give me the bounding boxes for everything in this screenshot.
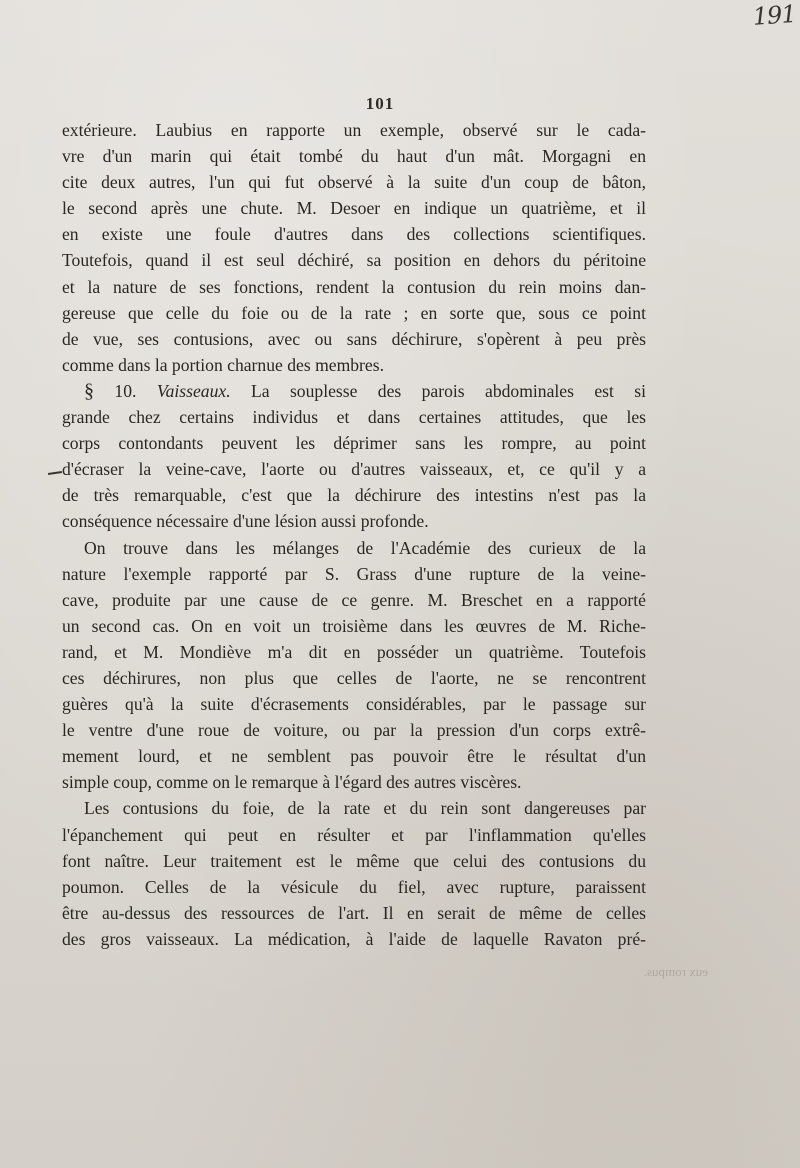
text-line: le second après une chute. M. Desoer en indique un quatrième, et il <box>62 198 646 219</box>
text-line: cave, produite par une cause de ce genre. M. Breschet en a rapporté <box>62 589 646 610</box>
text-line: ces déchirures, non plus que celles de l'aorte, ne se rencontrent <box>62 667 646 688</box>
text-line: simple coup, comme on le remarque à l'égard des autres viscères. <box>62 772 522 793</box>
section-sign: § <box>84 379 94 402</box>
handwritten-folio-number: 191 <box>751 0 797 31</box>
text-line: Les contusions du foie, de la rate et du rein sont dangereuses par <box>84 798 646 819</box>
page-number: 101 <box>365 94 395 113</box>
text-line: en existe une foule d'autres dans des collections scientifiques. <box>62 224 646 245</box>
text-line: font naître. Leur traitement est le même que celui des contusions du <box>62 850 646 871</box>
section-text: La souplesse des parois abdominales est si <box>251 380 646 401</box>
text-line: corps contondants peuvent les déprimer sans les rompre, au point <box>62 433 646 454</box>
text-line: de très remarquable, c'est que la déchirure des intestins n'est pas la <box>62 485 646 506</box>
text-line: nature l'exemple rapporté par S. Grass d'une rupture de la veine- <box>62 563 646 584</box>
text-line: des gros vaisseaux. La médication, à l'aide de laquelle Ravaton pré- <box>62 928 646 949</box>
text-line: un second cas. On en voit un troisième dans les œuvres de M. Riche- <box>62 615 646 636</box>
text-line: mement lourd, et ne semblent pas pouvoir être le résultat d'un <box>62 746 646 767</box>
text-line: extérieure. Laubius en rapporte un exemple, observé sur le cada- <box>62 120 646 140</box>
text-line: poumon. Celles de la vésicule du fiel, avec rupture, paraissent <box>62 876 646 897</box>
text-line: Toutefois, quand il est seul déchiré, sa position en dehors du péritoine <box>62 250 646 271</box>
margin-pen-mark <box>48 471 62 475</box>
text-line: grande chez certains individus et dans certaines attitudes, que les <box>62 407 646 428</box>
text-line: cite deux autres, l'un qui fut observé à la suite d'un coup de bâton, <box>62 172 646 193</box>
text-line: l'épanchement qui peut en résulter et par l'inflammation qu'elles <box>62 824 646 845</box>
text-line: vre d'un marin qui était tombé du haut d'un mât. Morgagni en <box>62 146 646 167</box>
section-title: Vaisseaux. <box>156 380 231 401</box>
text-line: On trouve dans les mélanges de l'Académie des curieux de la <box>84 537 646 558</box>
text-line: comme dans la portion charnue des membres. <box>62 354 384 375</box>
bleed-through-text: eux rompus. <box>643 964 708 979</box>
text-line: et la nature de ses fonctions, rendent la contusion du rein moins dan- <box>62 276 646 297</box>
text-line: de vue, ses contusions, avec ou sans déchirure, s'opèrent à peu près <box>62 328 646 349</box>
text-line: gereuse que celle du foie ou de la rate ; en sorte que, sous ce point <box>62 302 646 323</box>
section-heading-line <box>62 378 646 404</box>
section-number: 10. <box>114 380 137 401</box>
body-text <box>62 117 646 952</box>
text-line: le ventre d'une roue de voiture, ou par la pression d'un corps extrê- <box>62 720 646 741</box>
text-line: d'écraser la veine-cave, l'aorte ou d'autres vaisseaux, et, ce qu'il y a <box>62 459 646 480</box>
text-line: conséquence nécessaire d'une lésion aussi profonde. <box>62 511 429 532</box>
text-line: guères qu'à la suite d'écrasements considérables, par le passage sur <box>62 694 646 715</box>
text-line: rand, et M. Mondiève m'a dit en posséder un quatrième. Toutefois <box>62 641 646 662</box>
text-line: être au-dessus des ressources de l'art. Il en serait de même de celles <box>62 902 646 923</box>
